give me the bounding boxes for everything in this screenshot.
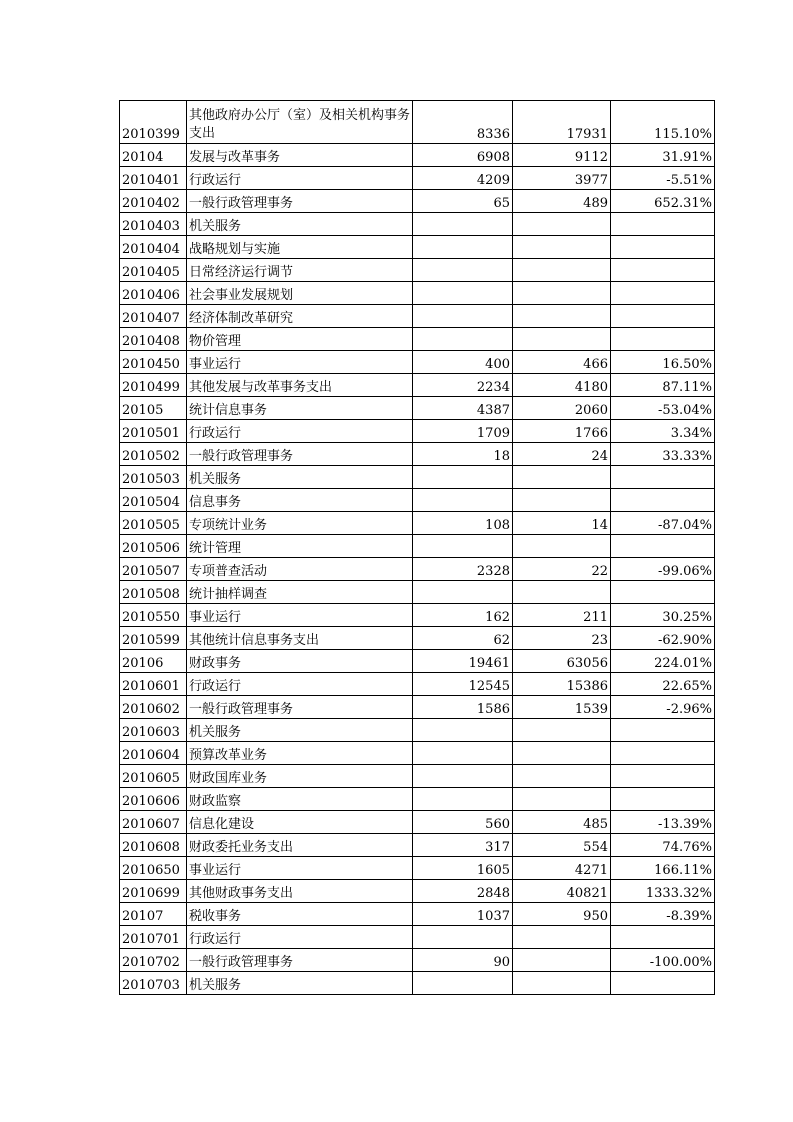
row-value-b-cell	[513, 535, 611, 558]
table-row	[120, 328, 715, 351]
row-value-a-cell: 4387	[413, 397, 513, 420]
row-value-b-cell: 24	[513, 443, 611, 466]
row-name-cell: 统计管理	[187, 535, 413, 558]
row-value-a-cell	[413, 282, 513, 305]
row-percent-cell: -2.96%	[611, 696, 715, 719]
row-code-cell: 2010602	[120, 696, 187, 719]
row-percent-cell: 30.25%	[611, 604, 715, 627]
row-code-cell: 2010503	[120, 466, 187, 489]
row-value-a-cell	[413, 328, 513, 351]
row-name-cell: 行政运行	[187, 926, 413, 949]
row-code-cell: 2010401	[120, 167, 187, 190]
row-percent-cell	[611, 788, 715, 811]
row-code-cell: 2010450	[120, 351, 187, 374]
row-value-b-cell: 489	[513, 190, 611, 213]
row-name-cell: 财政国库业务	[187, 765, 413, 788]
row-code-cell: 2010501	[120, 420, 187, 443]
row-percent-cell: -62.90%	[611, 627, 715, 650]
row-value-a-cell	[413, 489, 513, 512]
row-name-cell: 财政事务	[187, 650, 413, 673]
table-body	[120, 101, 715, 995]
row-percent-cell	[611, 282, 715, 305]
row-value-a-cell: 317	[413, 834, 513, 857]
row-name-cell: 行政运行	[187, 167, 413, 190]
row-value-a-cell: 108	[413, 512, 513, 535]
row-value-b-cell: 485	[513, 811, 611, 834]
row-code-cell: 2010502	[120, 443, 187, 466]
row-percent-cell: 1333.32%	[611, 880, 715, 903]
row-percent-cell	[611, 972, 715, 995]
row-value-a-cell: 2328	[413, 558, 513, 581]
table-row	[120, 742, 715, 765]
row-name-cell: 发展与改革事务	[187, 144, 413, 167]
row-value-a-cell: 2234	[413, 374, 513, 397]
row-value-b-cell: 4180	[513, 374, 611, 397]
row-value-a-cell: 8336	[413, 101, 513, 144]
row-name-cell: 统计抽样调查	[187, 581, 413, 604]
row-code-cell: 2010703	[120, 972, 187, 995]
row-name-cell: 事业运行	[187, 351, 413, 374]
row-code-cell: 2010399	[120, 101, 187, 144]
row-name-cell: 财政委托业务支出	[187, 834, 413, 857]
row-value-b-cell	[513, 236, 611, 259]
table-row	[120, 788, 715, 811]
row-name-cell: 信息化建设	[187, 811, 413, 834]
table-row	[120, 949, 715, 972]
table-row	[120, 903, 715, 926]
row-value-a-cell: 400	[413, 351, 513, 374]
table-row	[120, 374, 715, 397]
table-row	[120, 351, 715, 374]
table-row	[120, 811, 715, 834]
row-value-a-cell	[413, 466, 513, 489]
table-row	[120, 443, 715, 466]
row-value-b-cell	[513, 259, 611, 282]
table-row	[120, 236, 715, 259]
table-row	[120, 926, 715, 949]
row-name-cell: 机关服务	[187, 213, 413, 236]
row-percent-cell	[611, 581, 715, 604]
row-value-b-cell	[513, 213, 611, 236]
row-value-a-cell: 4209	[413, 167, 513, 190]
row-value-a-cell: 1037	[413, 903, 513, 926]
row-percent-cell	[611, 213, 715, 236]
row-value-a-cell: 62	[413, 627, 513, 650]
table-row	[120, 190, 715, 213]
table-row	[120, 857, 715, 880]
row-value-b-cell: 466	[513, 351, 611, 374]
row-code-cell: 2010508	[120, 581, 187, 604]
row-value-b-cell	[513, 719, 611, 742]
row-name-cell: 一般行政管理事务	[187, 443, 413, 466]
row-name-cell: 物价管理	[187, 328, 413, 351]
row-code-cell: 2010505	[120, 512, 187, 535]
row-code-cell: 2010702	[120, 949, 187, 972]
table-row	[120, 305, 715, 328]
row-code-cell: 2010407	[120, 305, 187, 328]
table-row	[120, 719, 715, 742]
table-row	[120, 834, 715, 857]
row-percent-cell	[611, 765, 715, 788]
row-name-cell: 信息事务	[187, 489, 413, 512]
row-percent-cell	[611, 535, 715, 558]
row-code-cell: 2010599	[120, 627, 187, 650]
row-value-b-cell	[513, 282, 611, 305]
table-row	[120, 627, 715, 650]
row-code-cell: 2010605	[120, 765, 187, 788]
row-name-cell: 经济体制改革研究	[187, 305, 413, 328]
table-row	[120, 558, 715, 581]
row-percent-cell	[611, 259, 715, 282]
table-row	[120, 880, 715, 903]
row-code-cell: 2010402	[120, 190, 187, 213]
row-value-b-cell	[513, 742, 611, 765]
table-row	[120, 512, 715, 535]
row-value-a-cell: 12545	[413, 673, 513, 696]
row-percent-cell: 87.11%	[611, 374, 715, 397]
row-code-cell: 2010403	[120, 213, 187, 236]
row-name-cell: 一般行政管理事务	[187, 190, 413, 213]
budget-table	[119, 100, 715, 995]
row-percent-cell: -87.04%	[611, 512, 715, 535]
row-code-cell: 2010506	[120, 535, 187, 558]
row-value-b-cell	[513, 489, 611, 512]
row-value-b-cell: 40821	[513, 880, 611, 903]
row-value-a-cell: 1605	[413, 857, 513, 880]
row-value-a-cell: 65	[413, 190, 513, 213]
row-value-a-cell	[413, 926, 513, 949]
row-percent-cell: 166.11%	[611, 857, 715, 880]
row-value-a-cell: 560	[413, 811, 513, 834]
row-name-cell: 机关服务	[187, 719, 413, 742]
row-value-b-cell	[513, 328, 611, 351]
table-row	[120, 213, 715, 236]
row-code-cell: 20105	[120, 397, 187, 420]
row-percent-cell	[611, 719, 715, 742]
row-value-a-cell: 19461	[413, 650, 513, 673]
row-value-a-cell	[413, 259, 513, 282]
row-percent-cell	[611, 466, 715, 489]
row-percent-cell: 22.65%	[611, 673, 715, 696]
row-value-b-cell	[513, 972, 611, 995]
row-value-a-cell	[413, 742, 513, 765]
row-value-b-cell: 63056	[513, 650, 611, 673]
row-name-cell: 一般行政管理事务	[187, 949, 413, 972]
row-value-b-cell: 14	[513, 512, 611, 535]
row-code-cell: 20104	[120, 144, 187, 167]
row-value-a-cell	[413, 972, 513, 995]
row-code-cell: 2010499	[120, 374, 187, 397]
table-row	[120, 466, 715, 489]
row-code-cell: 2010405	[120, 259, 187, 282]
table-row	[120, 397, 715, 420]
row-code-cell: 2010604	[120, 742, 187, 765]
row-name-cell: 其他统计信息事务支出	[187, 627, 413, 650]
table-row	[120, 604, 715, 627]
row-percent-cell: 31.91%	[611, 144, 715, 167]
row-percent-cell: 224.01%	[611, 650, 715, 673]
row-percent-cell: -99.06%	[611, 558, 715, 581]
row-code-cell: 2010550	[120, 604, 187, 627]
table-row	[120, 489, 715, 512]
row-name-cell: 行政运行	[187, 673, 413, 696]
row-value-b-cell: 23	[513, 627, 611, 650]
table-row	[120, 101, 715, 144]
row-code-cell: 2010606	[120, 788, 187, 811]
row-code-cell: 2010603	[120, 719, 187, 742]
row-code-cell: 2010507	[120, 558, 187, 581]
row-value-a-cell: 1709	[413, 420, 513, 443]
row-percent-cell: -53.04%	[611, 397, 715, 420]
row-percent-cell: -13.39%	[611, 811, 715, 834]
table-row	[120, 420, 715, 443]
row-code-cell: 2010650	[120, 857, 187, 880]
row-value-a-cell	[413, 581, 513, 604]
table-row	[120, 765, 715, 788]
row-code-cell: 2010701	[120, 926, 187, 949]
row-value-b-cell: 4271	[513, 857, 611, 880]
row-name-cell: 一般行政管理事务	[187, 696, 413, 719]
row-value-a-cell: 1586	[413, 696, 513, 719]
table-row	[120, 581, 715, 604]
row-code-cell: 2010699	[120, 880, 187, 903]
row-value-b-cell	[513, 788, 611, 811]
row-percent-cell: 652.31%	[611, 190, 715, 213]
row-percent-cell	[611, 328, 715, 351]
row-name-cell: 专项统计业务	[187, 512, 413, 535]
row-name-cell: 事业运行	[187, 857, 413, 880]
row-value-a-cell	[413, 535, 513, 558]
row-percent-cell: 74.76%	[611, 834, 715, 857]
row-value-a-cell	[413, 213, 513, 236]
row-value-a-cell: 18	[413, 443, 513, 466]
row-percent-cell: -8.39%	[611, 903, 715, 926]
row-code-cell: 2010408	[120, 328, 187, 351]
row-code-cell: 20106	[120, 650, 187, 673]
row-name-cell: 税收事务	[187, 903, 413, 926]
row-value-a-cell	[413, 765, 513, 788]
row-value-a-cell: 90	[413, 949, 513, 972]
row-value-a-cell	[413, 305, 513, 328]
row-percent-cell	[611, 305, 715, 328]
row-value-b-cell	[513, 581, 611, 604]
row-value-b-cell: 22	[513, 558, 611, 581]
row-name-cell: 机关服务	[187, 466, 413, 489]
row-code-cell: 2010601	[120, 673, 187, 696]
table-row	[120, 535, 715, 558]
row-name-cell: 社会事业发展规划	[187, 282, 413, 305]
table-row	[120, 972, 715, 995]
row-value-a-cell: 6908	[413, 144, 513, 167]
row-percent-cell: 16.50%	[611, 351, 715, 374]
row-name-cell: 其他政府办公厅（室）及相关机构事务支出	[187, 101, 413, 144]
row-percent-cell	[611, 489, 715, 512]
row-value-b-cell	[513, 305, 611, 328]
row-name-cell: 预算改革业务	[187, 742, 413, 765]
row-value-b-cell	[513, 765, 611, 788]
row-value-a-cell	[413, 788, 513, 811]
row-value-a-cell: 2848	[413, 880, 513, 903]
table-row	[120, 282, 715, 305]
table-row	[120, 144, 715, 167]
row-percent-cell: -5.51%	[611, 167, 715, 190]
table-row	[120, 650, 715, 673]
table-row	[120, 696, 715, 719]
row-value-b-cell: 2060	[513, 397, 611, 420]
table-row	[120, 673, 715, 696]
row-code-cell: 2010607	[120, 811, 187, 834]
row-name-cell: 其他发展与改革事务支出	[187, 374, 413, 397]
row-value-b-cell: 1766	[513, 420, 611, 443]
row-name-cell: 行政运行	[187, 420, 413, 443]
row-code-cell: 2010608	[120, 834, 187, 857]
row-name-cell: 财政监察	[187, 788, 413, 811]
row-value-b-cell: 17931	[513, 101, 611, 144]
row-name-cell: 其他财政事务支出	[187, 880, 413, 903]
row-value-b-cell: 9112	[513, 144, 611, 167]
row-percent-cell: 3.34%	[611, 420, 715, 443]
row-value-b-cell	[513, 466, 611, 489]
row-value-b-cell: 3977	[513, 167, 611, 190]
row-value-a-cell	[413, 719, 513, 742]
row-code-cell: 2010504	[120, 489, 187, 512]
row-value-b-cell: 15386	[513, 673, 611, 696]
row-value-b-cell	[513, 926, 611, 949]
row-name-cell: 日常经济运行调节	[187, 259, 413, 282]
row-name-cell: 统计信息事务	[187, 397, 413, 420]
row-percent-cell	[611, 236, 715, 259]
row-name-cell: 战略规划与实施	[187, 236, 413, 259]
row-percent-cell: 115.10%	[611, 101, 715, 144]
row-percent-cell	[611, 926, 715, 949]
row-code-cell: 20107	[120, 903, 187, 926]
table-row	[120, 259, 715, 282]
row-value-b-cell: 1539	[513, 696, 611, 719]
row-percent-cell	[611, 742, 715, 765]
row-value-b-cell	[513, 949, 611, 972]
row-code-cell: 2010404	[120, 236, 187, 259]
table-row	[120, 167, 715, 190]
row-name-cell: 机关服务	[187, 972, 413, 995]
row-percent-cell: 33.33%	[611, 443, 715, 466]
row-name-cell: 专项普查活动	[187, 558, 413, 581]
row-value-b-cell: 211	[513, 604, 611, 627]
row-percent-cell: -100.00%	[611, 949, 715, 972]
row-value-b-cell: 554	[513, 834, 611, 857]
row-code-cell: 2010406	[120, 282, 187, 305]
row-value-a-cell: 162	[413, 604, 513, 627]
row-value-b-cell: 950	[513, 903, 611, 926]
row-value-a-cell	[413, 236, 513, 259]
row-name-cell: 事业运行	[187, 604, 413, 627]
